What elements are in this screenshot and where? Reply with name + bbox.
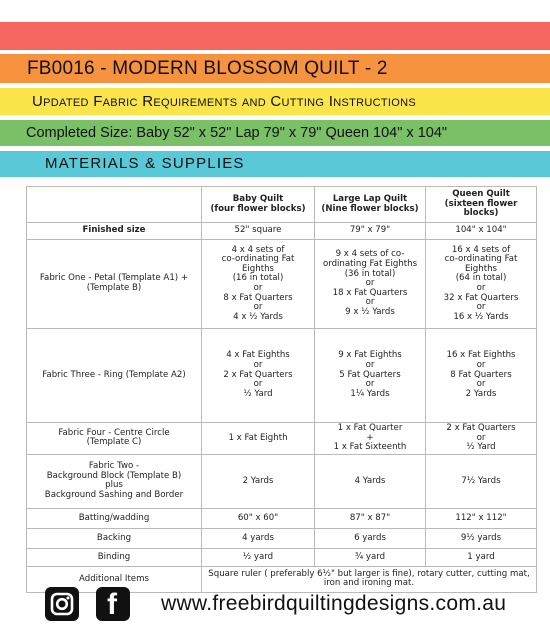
table-cell: 4 Yards — [315, 454, 426, 508]
row-label: Binding — [27, 548, 202, 566]
row-label: Finished size — [27, 223, 202, 240]
row-label: Batting/wadding — [27, 508, 202, 528]
section-heading: MATERIALS & SUPPLIES — [45, 155, 245, 172]
size-band — [0, 120, 550, 146]
row-label: Fabric Three - Ring (Template A2) — [27, 329, 202, 423]
table-cell: 2 Yards — [202, 454, 315, 508]
table-row — [27, 423, 537, 455]
column-header-lap: Large Lap Quilt (Nine flower blocks) — [315, 187, 426, 223]
title-band — [0, 54, 550, 83]
table-cell: 9 x 4 sets of co- ordinating Fat Eighths (36 in total) or 18 x Fat Quarters or 9 x ½ Yards — [315, 240, 426, 329]
table-cell: 4 x Fat Eighths or 2 x Fat Quarters or ½ Yard — [202, 329, 315, 423]
table-cell: 1 x Fat Quarter + 1 x Fat Sixteenth — [315, 423, 426, 455]
table-cell: 4 yards — [202, 528, 315, 548]
table-cell: 1 x Fat Eighth — [202, 423, 315, 455]
table-cell: 6 yards — [315, 528, 426, 548]
table-cell: 52" square — [202, 223, 315, 240]
table-cell: ½ yard — [202, 548, 315, 566]
table-cell: 9½ yards — [426, 528, 537, 548]
table-cell: ¾ yard — [315, 548, 426, 566]
table-row — [27, 528, 537, 548]
table-cell: 79" x 79" — [315, 223, 426, 240]
row-label: Fabric Four - Centre Circle (Template C) — [27, 423, 202, 455]
materials-table — [26, 186, 537, 593]
table-cell: 87" x 87" — [315, 508, 426, 528]
row-label: Fabric Two - Background Block (Template B) plus Background Sashing and Border — [27, 454, 202, 508]
table-cell: 16 x Fat Eighths or 8 Fat Quarters or 2 Yards — [426, 329, 537, 423]
table-header-row — [27, 187, 537, 223]
table-row — [27, 454, 537, 508]
table-cell: 60" x 60" — [202, 508, 315, 528]
page-title: FB0016 - MODERN BLOSSOM QUILT - 2 — [27, 58, 388, 79]
table-cell: 9 x Fat Eighths or 5 Fat Quarters or 1¼ Yards — [315, 329, 426, 423]
table-cell: 4 x 4 sets of co-ordinating Fat Eighths (16 in total) or 8 x Fat Quarters or 4 x ½ Yards — [202, 240, 315, 329]
decorative-red-band — [0, 22, 550, 50]
table-row — [27, 548, 537, 566]
column-header-baby: Baby Quilt (four flower blocks) — [202, 187, 315, 223]
table-cell: 1 yard — [426, 548, 537, 566]
completed-size: Completed Size: Baby 52" x 52" Lap 79" x 79" Queen 104" x 104" — [26, 125, 448, 141]
table-row — [27, 508, 537, 528]
column-header — [27, 187, 202, 223]
additional-items-cell: Square ruler ( preferably 6½" but larger is fine), rotary cutter, cutting mat, iron and ironing mat. — [202, 566, 537, 592]
column-header-queen: Queen Quilt (sixteen flower blocks) — [426, 187, 537, 223]
row-label: Fabric One - Petal (Template A1) + (Template B) — [27, 240, 202, 329]
facebook-icon[interactable]: f — [96, 587, 130, 621]
table-cell: 2 x Fat Quarters or ½ Yard — [426, 423, 537, 455]
row-label: Backing — [27, 528, 202, 548]
row-label: Additional Items — [27, 566, 202, 592]
table-row — [27, 240, 537, 329]
table-row — [27, 223, 537, 240]
table-cell: 16 x 4 sets of co-ordinating Fat Eighths (64 in total) or 32 x Fat Quarters or 16 x ½ Yards — [426, 240, 537, 329]
table-cell: 112" x 112" — [426, 508, 537, 528]
instagram-icon[interactable] — [45, 587, 79, 621]
page-subtitle: Updated Fabric Requirements and Cutting Instructions — [32, 93, 416, 110]
table-cell: 7½ Yards — [426, 454, 537, 508]
website-url[interactable]: www.freebirdquiltingdesigns.com.au — [161, 592, 507, 615]
table-cell: 104" x 104" — [426, 223, 537, 240]
subtitle-band — [0, 88, 550, 115]
table-row — [27, 329, 537, 423]
section-band — [0, 151, 550, 177]
